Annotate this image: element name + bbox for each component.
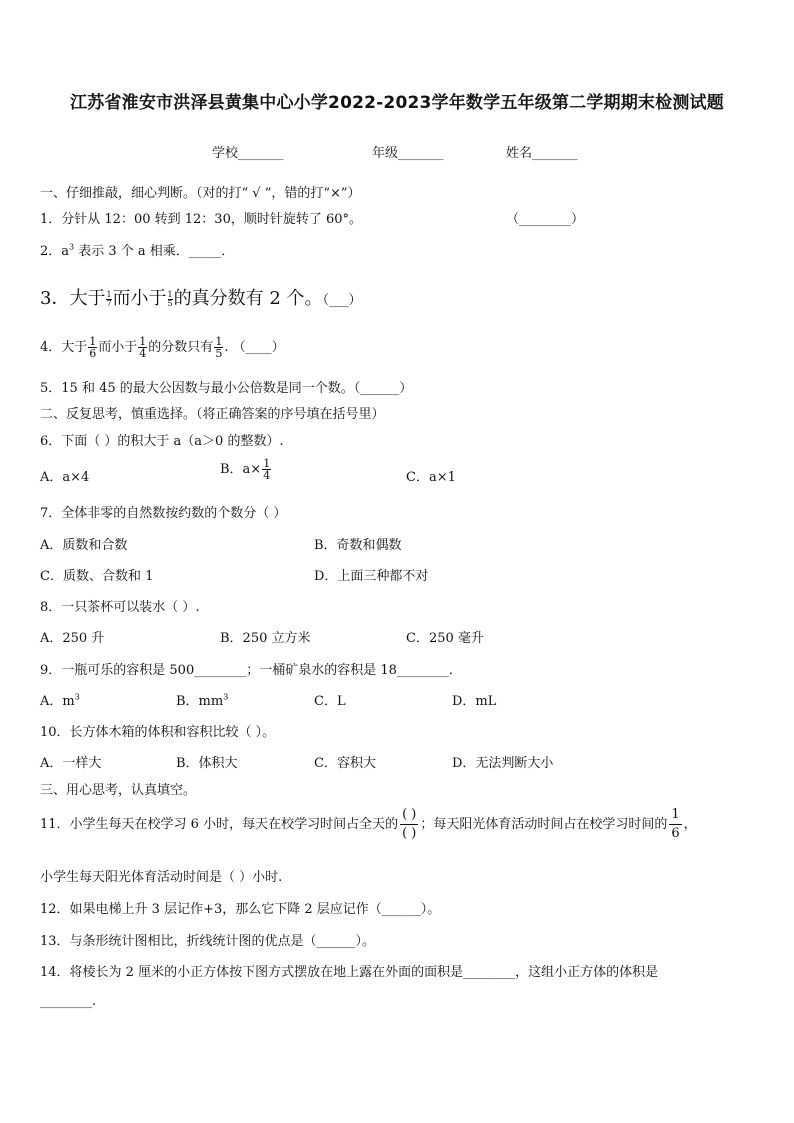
q4-fraction-3 [214, 336, 223, 359]
name-field: 姓名_______ [506, 146, 578, 161]
q10-option-b: B．体积大 [176, 756, 238, 771]
q9-option-c: C．L [314, 694, 346, 709]
question-9: 9．一瓶可乐的容积是 500________；一桶矿泉水的容积是 18________． [40, 663, 462, 678]
question-11-line-2: 小学生每天阳光体育活动时间是（ ）小时. [40, 870, 283, 885]
q3-f2-num: 1 [167, 289, 173, 299]
q3-mid: 而小于 [112, 288, 167, 309]
q4-fraction-2 [138, 336, 147, 359]
question-1: 1．分针从 12：00 转到 12：30，顺时针旋转了 60°。 [40, 212, 363, 227]
q8-option-a: A．250 升 [40, 631, 105, 646]
question-6: 6．下面（ ）的积大于 a（a＞0 的整数）. [40, 434, 284, 449]
q9-b-sup: 3 [223, 692, 229, 702]
q8-option-c: C．250 毫升 [406, 631, 484, 646]
q3-blank: （___） [322, 293, 362, 308]
section-3-heading: 三、用心思考，认真填空。 [40, 783, 197, 798]
q4-post: . （____） [224, 340, 285, 355]
q6-option-a: A．a×4 [40, 470, 90, 485]
question-10: 10．长方体木箱的体积和容积比较（ ）。 [40, 725, 276, 740]
q11-f2-num: 1 [669, 806, 681, 825]
q2-pre: 2．a [40, 244, 70, 259]
q3-f2-den: 5 [167, 298, 173, 308]
q9-b-pre: B．mm [176, 694, 224, 709]
question-12: 12．如果电梯上升 3 层记作+3，那么它下降 2 层应记作（______）。 [40, 902, 441, 917]
grade-field: 年级_______ [372, 146, 444, 161]
q10-option-a: A．一样大 [40, 756, 102, 771]
q4-pre: 4．大于 [40, 340, 88, 355]
q11-pre: 11．小学生每天在校学习 6 小时，每天在校学习时间占全天的 [40, 817, 399, 832]
q4-f1-num: 1 [89, 335, 97, 348]
q6-b-pre: B．a× [220, 462, 262, 477]
question-14: 14．将棱长为 2 厘米的小正方体按下图方式摆放在地上露在外面的面积是________，这组小正方体的体积是 [40, 965, 659, 980]
question-3 [40, 284, 362, 310]
q4-f2-num: 1 [139, 335, 147, 348]
question-8: 8．一只茶杯可以装水（ ）. [40, 600, 200, 615]
q9-option-d: D．mL [452, 694, 497, 709]
q3-fraction-1 [106, 291, 111, 308]
q6-option-b [220, 458, 272, 481]
q3-pre: 3．大于 [40, 288, 106, 309]
q3-f1-den: 7 [106, 298, 112, 308]
q3-f1-num: 1 [106, 289, 112, 299]
q11-f-den: ( ) [402, 826, 417, 841]
q7-option-b: B．奇数和偶数 [314, 538, 402, 553]
page-title: 江苏省淮安市洪泽县黄集中心小学2022-2023学年数学五年级第二学期期末检测试题 [70, 93, 724, 113]
question-14-line-2: ________. [40, 994, 97, 1009]
q8-option-b: B．250 立方米 [220, 631, 311, 646]
q11-f-num: ( ) [400, 806, 418, 825]
q4-mid: 而小于 [98, 340, 138, 355]
question-2 [40, 240, 234, 259]
q6-b-fraction [262, 458, 271, 481]
q11-post: ， [683, 817, 697, 832]
q10-option-c: C．容积大 [314, 756, 376, 771]
q2-post: 表示 3 个 a 相乘．_____． [74, 244, 235, 259]
question-11 [40, 806, 697, 843]
q9-option-a [40, 690, 80, 709]
q6-b-den: 4 [263, 469, 271, 482]
q9-a-pre: A．m [40, 694, 75, 709]
q3-fraction-2 [168, 291, 173, 308]
q11-f2-den: 6 [671, 826, 680, 841]
q7-option-d: D．上面三种都不对 [314, 569, 429, 584]
q4-f3-num: 1 [215, 335, 223, 348]
q11-mid: ；每天阳光体育活动时间占在校学习时间的 [420, 817, 668, 832]
q9-a-sup: 3 [74, 692, 80, 702]
q6-b-num: 1 [263, 457, 271, 470]
question-4 [40, 336, 285, 359]
q7-option-a: A．质数和合数 [40, 538, 128, 553]
q4-fraction-1 [88, 336, 97, 359]
q7-option-c: C．质数、合数和 1 [40, 569, 154, 584]
q9-option-b [176, 690, 228, 709]
q6-option-c: C．a×1 [406, 470, 456, 485]
question-1-blank: （________） [506, 212, 585, 227]
question-5: 5．15 和 45 的最大公因数与最小公倍数是同一个数。（______） [40, 381, 413, 396]
section-2-heading: 二、反复思考，慎重选择。（将正确答案的序号填在括号里） [40, 407, 385, 422]
school-field: 学校_______ [212, 146, 284, 161]
q4-f1-den: 6 [89, 347, 97, 360]
q3-post: 的真分数有 2 个。 [173, 288, 323, 309]
q4-f2-den: 4 [139, 347, 147, 360]
q11-fraction-2 [669, 806, 681, 843]
q10-option-d: D．无法判断大小 [452, 756, 554, 771]
q4-f3-den: 5 [215, 347, 223, 360]
question-13: 13．与条形统计图相比，折线统计图的优点是（______）。 [40, 934, 376, 949]
section-1-heading: 一、仔细推敲，细心判断。（对的打“ √ ”，错的打“×”） [40, 186, 361, 201]
question-7: 7．全体非零的自然数按约数的个数分（ ） [40, 506, 287, 521]
q2-sup: 3 [69, 242, 75, 252]
q11-fraction-blank [400, 806, 418, 843]
q4-mid2: 的分数只有 [148, 340, 214, 355]
